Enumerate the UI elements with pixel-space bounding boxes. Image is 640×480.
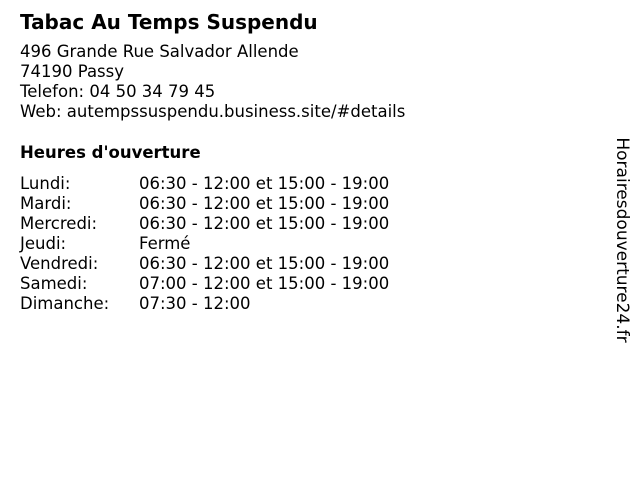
opening-hours-table xyxy=(20,174,580,314)
hours-row-saturday xyxy=(20,274,580,294)
hours-row-wednesday xyxy=(20,214,580,234)
phone-number: Telefon: 04 50 34 79 45 xyxy=(20,82,216,101)
day-label: Jeudi: xyxy=(20,234,67,253)
day-label: Lundi: xyxy=(20,174,71,193)
opening-hours-heading: Heures d'ouverture xyxy=(20,143,201,162)
street-address: 496 Grande Rue Salvador Allende xyxy=(20,42,299,61)
day-label: Mardi: xyxy=(20,194,72,213)
time-range: 06:30 - 12:00 et 15:00 - 19:00 xyxy=(139,254,390,273)
day-label: Mercredi: xyxy=(20,214,98,233)
business-name: Tabac Au Temps Suspendu xyxy=(20,10,318,34)
hours-row-friday xyxy=(20,254,580,274)
day-label: Dimanche: xyxy=(20,294,110,313)
time-range: 06:30 - 12:00 et 15:00 - 19:00 xyxy=(139,174,390,193)
website-link[interactable]: Web: autempssuspendu.business.site/#details xyxy=(20,102,406,121)
time-range: 06:30 - 12:00 et 15:00 - 19:00 xyxy=(139,214,390,233)
time-range: 06:30 - 12:00 et 15:00 - 19:00 xyxy=(139,194,390,213)
hours-row-tuesday xyxy=(20,194,580,214)
business-card xyxy=(20,8,580,314)
hours-row-thursday xyxy=(20,234,580,254)
time-range: Fermé xyxy=(139,234,191,253)
day-label: Samedi: xyxy=(20,274,88,293)
city-postcode: 74190 Passy xyxy=(20,62,125,81)
hours-row-sunday xyxy=(20,294,580,314)
time-range: 07:00 - 12:00 et 15:00 - 19:00 xyxy=(139,274,390,293)
site-watermark: Horairesdouverture24.fr xyxy=(612,137,632,343)
time-range: 07:30 - 12:00 xyxy=(139,294,251,313)
hours-row-monday xyxy=(20,174,580,194)
day-label: Vendredi: xyxy=(20,254,99,273)
